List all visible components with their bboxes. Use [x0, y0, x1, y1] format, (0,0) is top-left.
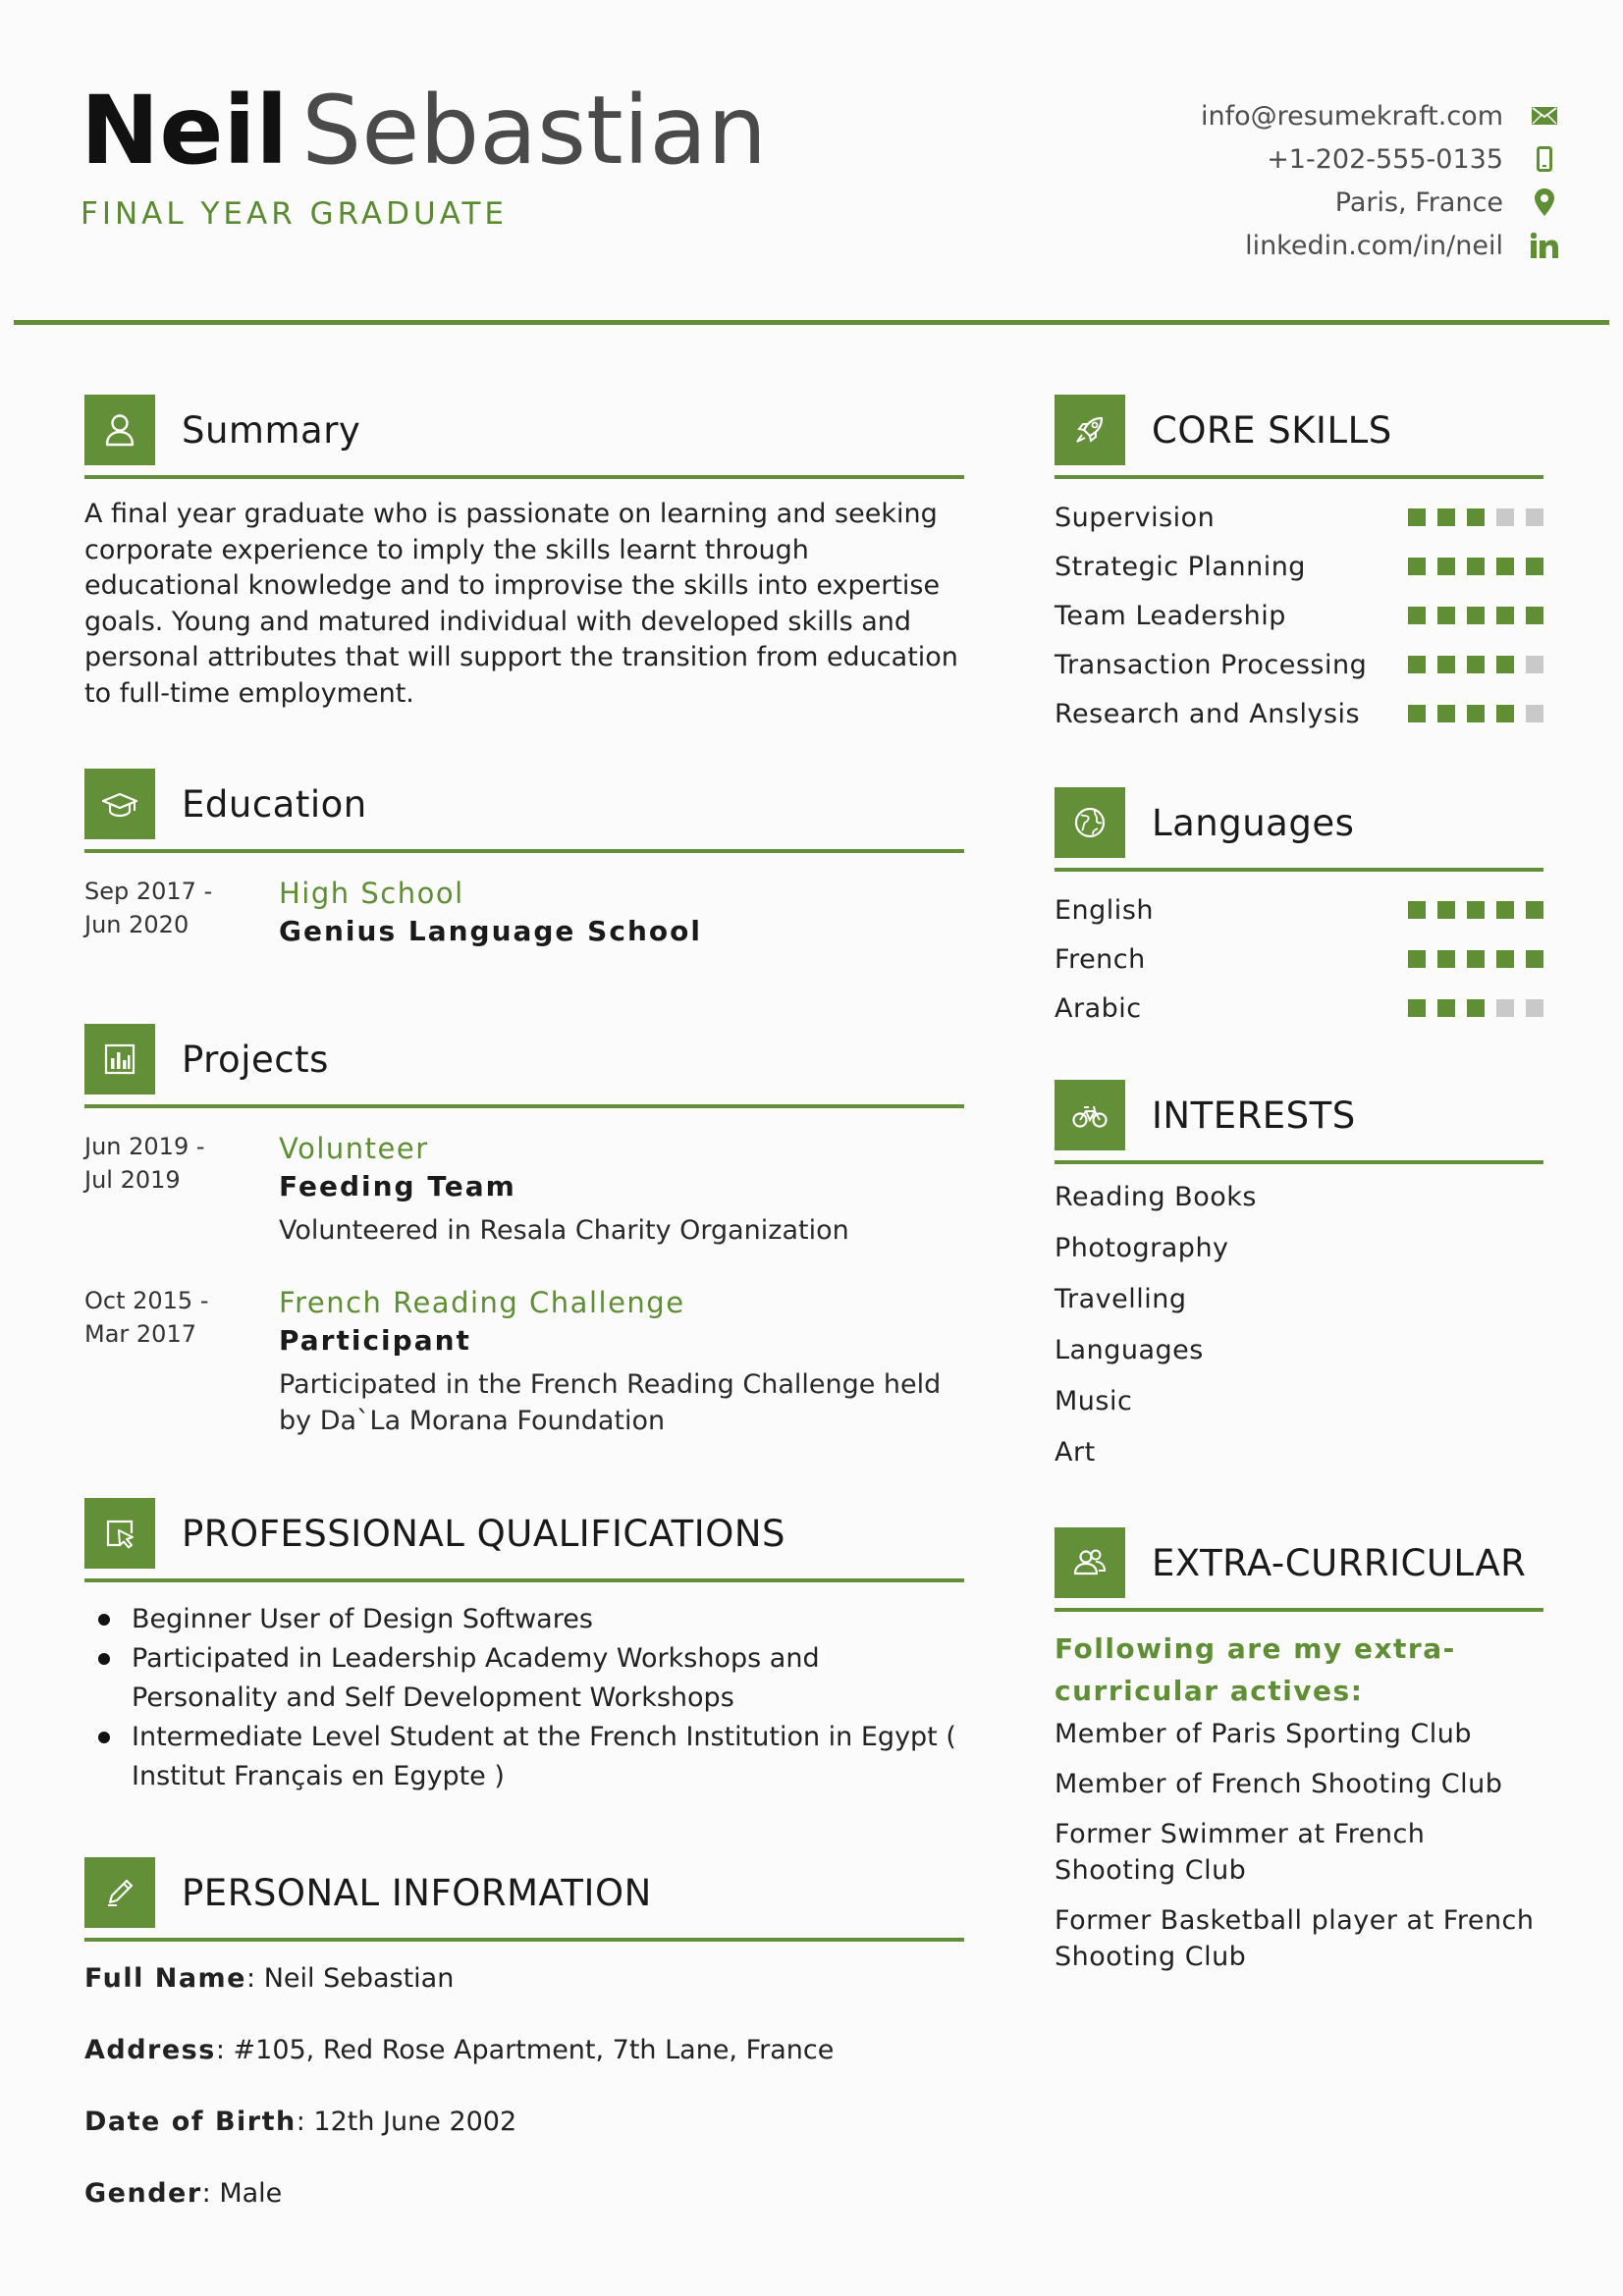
section-title: Projects: [182, 1038, 329, 1081]
header-divider: [14, 320, 1609, 325]
personal-row-dob: Date of Birth: 12th June 2002: [84, 2107, 517, 2137]
contact-block: [877, 94, 1564, 267]
section-title: CORE SKILLS: [1152, 408, 1392, 452]
entry-title: High School: [279, 877, 464, 910]
extra-curricular-header: [1055, 1527, 1543, 1598]
location-text: Paris, France: [1334, 187, 1503, 218]
entry-subtitle: Genius Language School: [279, 915, 702, 947]
section-title: PERSONAL INFORMATION: [182, 1871, 652, 1914]
section-divider: [84, 1104, 964, 1108]
list-item: [84, 1718, 964, 1796]
skill-row-label: Transaction Processing: [1055, 649, 1368, 680]
phone-text: +1-202-555-0135: [1267, 143, 1503, 175]
rating-dot-filled: [1408, 999, 1426, 1017]
resume-header: [81, 77, 767, 232]
rating-dot-filled: [1408, 508, 1426, 526]
list-item: Music: [1055, 1386, 1133, 1416]
rating-dot-empty: [1496, 508, 1514, 526]
phone-icon: [1525, 143, 1564, 175]
summary-text: A final year graduate who is passionate on learning and seeking corporate experience to imply the skills learnt through educational knowledge and to improvise the skills into expertise goals. Young and matured individual with developed skills and personal attributes that will support the transition from education to full-time employment.: [84, 499, 958, 709]
row-label: Gender: [84, 2178, 202, 2209]
contact-email[interactable]: [877, 94, 1564, 137]
section-divider: [1055, 1608, 1543, 1612]
date-end: Mar 2017: [84, 1320, 196, 1348]
cursor-icon: [84, 1498, 155, 1569]
entry-description: Volunteered in Resala Charity Organization: [279, 1215, 849, 1246]
languages-list: [1055, 885, 1543, 1033]
candidate-name: [81, 77, 767, 185]
language-row-label: Arabic: [1055, 992, 1142, 1024]
list-item: [84, 1600, 964, 1639]
rating-dot-filled: [1526, 901, 1543, 919]
core-skills-section: [1055, 395, 1543, 738]
date-start: Oct 2015 -: [84, 1287, 209, 1314]
rating-dot-filled: [1467, 656, 1485, 673]
row-label: Address: [84, 2035, 216, 2065]
row-value: Neil Sebastian: [263, 1963, 455, 1994]
skill-row-label: Supervision: [1055, 502, 1216, 533]
list-item: Photography: [1055, 1233, 1229, 1263]
contact-phone[interactable]: [877, 137, 1564, 181]
personal-row-gender: Gender: Male: [84, 2178, 283, 2209]
qualifications-section: [84, 1498, 964, 1796]
rating-dot-filled: [1408, 901, 1426, 919]
summary-section: [84, 395, 964, 712]
language-row: [1055, 984, 1543, 1033]
rating-dot-filled: [1437, 508, 1455, 526]
date-start: Jun 2019 -: [84, 1133, 205, 1160]
rating-dot-filled: [1467, 508, 1485, 526]
candidate-role: FINAL YEAR GRADUATE: [81, 196, 509, 232]
skill-row-label: Research and Anslysis: [1055, 698, 1361, 729]
section-title: Summary: [182, 408, 361, 452]
rating-dot-filled: [1408, 705, 1426, 722]
email-text: info@resumekraft.com: [1201, 100, 1503, 132]
list-item: Languages: [1055, 1335, 1204, 1365]
rating-dot-filled: [1437, 950, 1455, 968]
list-item: [84, 1639, 964, 1718]
rating-dots: [1396, 607, 1543, 624]
rating-dot-empty: [1526, 656, 1543, 673]
skill-row: [1055, 689, 1543, 738]
section-title: Languages: [1152, 801, 1355, 844]
rating-dot-filled: [1496, 705, 1514, 722]
qualification-text: Intermediate Level Student at the French Institution in Egypt ( Institut Français en Egypte ): [132, 1722, 956, 1791]
core-skills-header: [1055, 395, 1543, 465]
section-divider: [84, 1938, 964, 1942]
right-column: [1055, 395, 1543, 1975]
language-row: [1055, 885, 1543, 934]
rating-dot-filled: [1496, 950, 1514, 968]
rating-dots: [1396, 558, 1543, 575]
rating-dot-filled: [1526, 607, 1543, 624]
linkedin-text: linkedin.com/in/neil: [1245, 230, 1503, 261]
bullet-dot: [98, 1614, 110, 1626]
skill-row-label: Strategic Planning: [1055, 551, 1306, 582]
date-end: Jul 2019: [84, 1166, 181, 1194]
education-header: [84, 769, 964, 839]
rating-dot-filled: [1467, 901, 1485, 919]
rocket-icon: [1055, 395, 1125, 465]
date-end: Jun 2020: [84, 911, 189, 938]
rating-dot-filled: [1496, 901, 1514, 919]
rating-dots: [1396, 705, 1543, 722]
entry-body: [279, 1284, 964, 1439]
language-row-label: French: [1055, 943, 1146, 975]
rating-dot-filled: [1437, 705, 1455, 722]
rating-dot-filled: [1467, 705, 1485, 722]
education-entry: [84, 875, 964, 951]
qualifications-header: [84, 1498, 964, 1569]
row-value: #105, Red Rose Apartment, 7th Lane, France: [233, 2035, 835, 2065]
bicycle-icon: [1055, 1080, 1125, 1150]
rating-dot-empty: [1526, 705, 1543, 722]
interests-list: [1055, 1172, 1543, 1478]
rating-dot-filled: [1437, 656, 1455, 673]
date-start: Sep 2017 -: [84, 878, 213, 905]
language-row: [1055, 934, 1543, 984]
list-item: Former Basketball player at French Shooting Club: [1055, 1905, 1535, 1972]
projects-section: [84, 1024, 964, 1439]
languages-section: [1055, 787, 1543, 1033]
rating-dot-filled: [1467, 607, 1485, 624]
globe-icon: [1055, 787, 1125, 858]
entry-body: [279, 1130, 964, 1249]
extra-curricular-lead: Following are my extra-curricular actives:: [1055, 1632, 1456, 1707]
personal-row-full-name: Full Name: Neil Sebastian: [84, 1963, 455, 1994]
section-title: EXTRA-CURRICULAR: [1152, 1541, 1527, 1584]
language-row-label: English: [1055, 894, 1154, 926]
entry-body: [279, 875, 964, 951]
group-icon: [1055, 1527, 1125, 1598]
rating-dot-filled: [1526, 558, 1543, 575]
envelope-icon: [1525, 100, 1564, 132]
row-label: Date of Birth: [84, 2107, 297, 2137]
section-divider: [1055, 475, 1543, 479]
list-item: Member of French Shooting Club: [1055, 1769, 1503, 1799]
projects-header: [84, 1024, 964, 1095]
section-title: PROFESSIONAL QUALIFICATIONS: [182, 1512, 785, 1555]
entry-subtitle: Feeding Team: [279, 1170, 516, 1202]
rating-dots: [1396, 950, 1543, 968]
rating-dot-filled: [1437, 558, 1455, 575]
skill-row: [1055, 542, 1543, 591]
rating-dot-empty: [1496, 999, 1514, 1017]
project-entry: [84, 1284, 964, 1439]
section-divider: [84, 475, 964, 479]
extra-curricular-list: [1055, 1716, 1543, 1975]
skill-row-label: Team Leadership: [1055, 600, 1286, 631]
bullet-dot: [98, 1653, 110, 1665]
personal-info-header: [84, 1857, 964, 1928]
pencil-icon: [84, 1857, 155, 1928]
qualification-text: Participated in Leadership Academy Workshops and Personality and Self Development Workshops: [132, 1643, 820, 1713]
rating-dot-filled: [1496, 558, 1514, 575]
education-section: [84, 769, 964, 951]
skill-row: [1055, 493, 1543, 542]
list-item: Travelling: [1055, 1284, 1187, 1314]
contact-location: [877, 181, 1564, 224]
project-entry: [84, 1130, 964, 1249]
left-column: [84, 395, 964, 2212]
rating-dot-empty: [1526, 999, 1543, 1017]
languages-header: [1055, 787, 1543, 858]
extra-curricular-section: [1055, 1527, 1543, 1975]
section-divider: [1055, 868, 1543, 872]
rating-dot-filled: [1496, 607, 1514, 624]
contact-linkedin[interactable]: [877, 224, 1564, 267]
rating-dot-filled: [1437, 999, 1455, 1017]
row-value: Male: [219, 2178, 283, 2209]
interests-section: [1055, 1080, 1543, 1478]
section-title: INTERESTS: [1152, 1094, 1356, 1137]
rating-dots: [1396, 901, 1543, 919]
section-title: Education: [182, 782, 367, 826]
rating-dot-empty: [1526, 508, 1543, 526]
summary-header: [84, 395, 964, 465]
personal-info-section: [84, 1857, 964, 2212]
qualifications-list: [84, 1600, 964, 1796]
rating-dot-filled: [1467, 999, 1485, 1017]
entry-date: [84, 875, 279, 951]
location-pin-icon: [1525, 187, 1564, 218]
first-name: Neil: [81, 76, 289, 186]
skill-row: [1055, 640, 1543, 689]
linkedin-icon: [1525, 230, 1564, 261]
rating-dot-filled: [1526, 950, 1543, 968]
rating-dots: [1396, 656, 1543, 673]
interests-header: [1055, 1080, 1543, 1150]
rating-dot-filled: [1467, 950, 1485, 968]
section-divider: [84, 1578, 964, 1582]
rating-dots: [1396, 999, 1543, 1017]
rating-dot-filled: [1437, 607, 1455, 624]
list-item: Art: [1055, 1437, 1096, 1468]
bullet-dot: [98, 1732, 110, 1743]
section-divider: [84, 849, 964, 853]
user-icon: [84, 395, 155, 465]
rating-dot-filled: [1408, 607, 1426, 624]
rating-dot-filled: [1467, 558, 1485, 575]
rating-dot-filled: [1408, 950, 1426, 968]
entry-description: Participated in the French Reading Challenge held by Da`La Morana Foundation: [279, 1369, 942, 1436]
skill-row: [1055, 591, 1543, 640]
row-value: 12th June 2002: [313, 2107, 517, 2137]
rating-dot-filled: [1408, 656, 1426, 673]
entry-date: [84, 1284, 279, 1439]
section-divider: [1055, 1160, 1543, 1164]
rating-dot-filled: [1496, 656, 1514, 673]
list-item: Reading Books: [1055, 1182, 1257, 1212]
entry-date: [84, 1130, 279, 1249]
graduation-cap-icon: [84, 769, 155, 839]
rating-dots: [1396, 508, 1543, 526]
skills-list: [1055, 493, 1543, 738]
entry-title: French Reading Challenge: [279, 1286, 685, 1319]
row-label: Full Name: [84, 1963, 246, 1994]
qualification-text: Beginner User of Design Softwares: [132, 1604, 593, 1634]
entry-subtitle: Participant: [279, 1324, 471, 1357]
rating-dot-filled: [1437, 901, 1455, 919]
bar-chart-icon: [84, 1024, 155, 1095]
last-name: Sebastian: [301, 76, 768, 186]
entry-title: Volunteer: [279, 1132, 429, 1165]
personal-row-address: Address: #105, Red Rose Apartment, 7th Lane, France: [84, 2035, 835, 2065]
list-item: Former Swimmer at French Shooting Club: [1055, 1819, 1426, 1886]
list-item: Member of Paris Sporting Club: [1055, 1719, 1473, 1749]
rating-dot-filled: [1408, 558, 1426, 575]
